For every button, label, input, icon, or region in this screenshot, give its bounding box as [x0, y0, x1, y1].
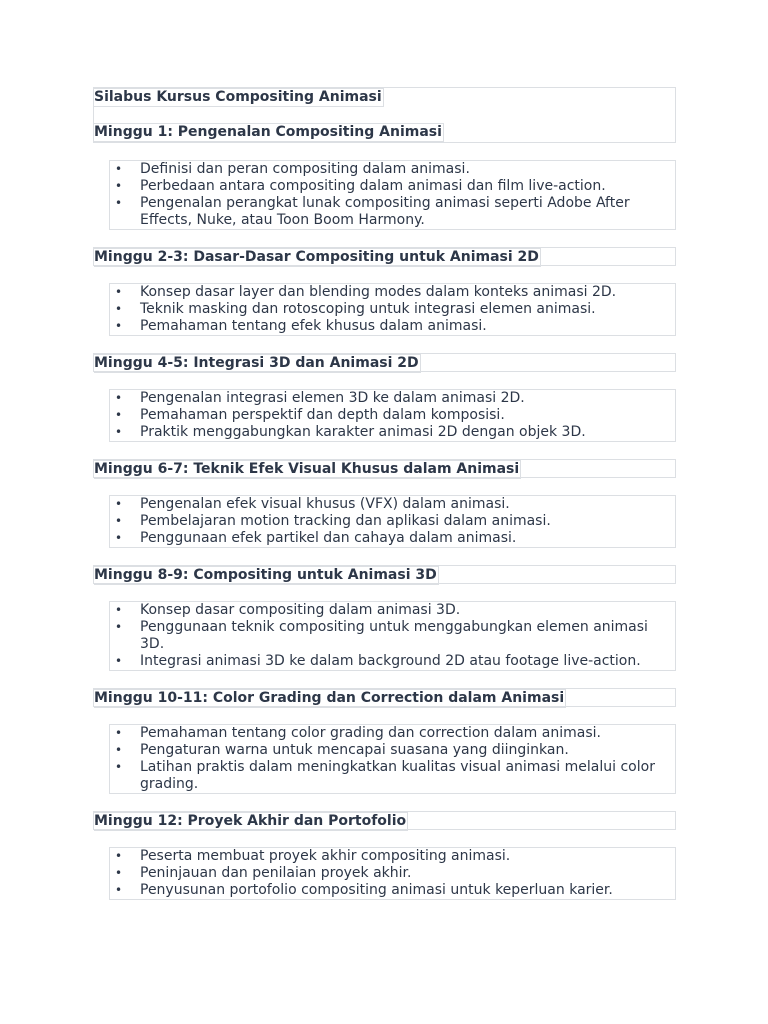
list-item: [110, 424, 675, 441]
bullet-icon: •: [115, 620, 123, 634]
list-item-text: Latihan praktis dalam meningkatkan kualitas visual animasi melalui color grading.: [140, 759, 655, 792]
list-item-text: Peserta membuat proyek akhir compositing animasi.: [140, 848, 511, 864]
list-item: [110, 602, 675, 619]
list-item-text: Pemahaman perspektif dan depth dalam komposisi.: [140, 407, 505, 423]
bullet-icon: •: [115, 866, 123, 880]
week-heading: Minggu 6-7: Teknik Efek Visual Khusus dalam Animasi: [94, 461, 520, 477]
document-header: [93, 87, 676, 143]
list-item: [110, 530, 675, 547]
week-header: [93, 688, 676, 707]
bullet-icon: •: [115, 603, 123, 617]
week-heading: Minggu 10-11: Color Grading dan Correction dalam Animasi: [94, 690, 565, 706]
week-heading: Minggu 8-9: Compositing untuk Animasi 3D: [94, 567, 437, 583]
list-item-text: Pemahaman tentang efek khusus dalam animasi.: [140, 318, 487, 334]
bullet-icon: •: [115, 883, 123, 897]
week-topics-list: [109, 495, 676, 548]
list-item: [110, 284, 675, 301]
list-item: [110, 301, 675, 318]
bullet-icon: •: [115, 408, 123, 422]
bullet-icon: •: [115, 425, 123, 439]
list-item: [110, 496, 675, 513]
week-header: [93, 247, 676, 266]
week-heading: Minggu 12: Proyek Akhir dan Portofolio: [94, 813, 407, 829]
list-item: [110, 882, 675, 899]
week-topics-list: [109, 724, 676, 794]
list-item: [110, 848, 675, 865]
list-item-text: Pemahaman tentang color grading dan correction dalam animasi.: [140, 725, 601, 741]
bullet-icon: •: [115, 654, 123, 668]
bullet-icon: •: [115, 726, 123, 740]
list-item-text: Konsep dasar compositing dalam animasi 3D.: [140, 602, 461, 618]
list-item: [110, 390, 675, 407]
list-item-text: Pengenalan efek visual khusus (VFX) dalam animasi.: [140, 496, 510, 512]
list-item: [110, 318, 675, 335]
list-item-text: Perbedaan antara compositing dalam animasi dan film live-action.: [140, 178, 606, 194]
week-header: [93, 565, 676, 584]
list-item-text: Pengenalan perangkat lunak compositing animasi seperti Adobe After Effects, Nuke, atau Toon Boom Harmony.: [140, 195, 630, 228]
bullet-icon: •: [115, 514, 123, 528]
list-item: [110, 742, 675, 759]
bullet-icon: •: [115, 285, 123, 299]
list-item-text: Konsep dasar layer dan blending modes dalam konteks animasi 2D.: [140, 284, 617, 300]
list-item-text: Praktik menggabungkan karakter animasi 2D dengan objek 3D.: [140, 424, 586, 440]
bullet-icon: •: [115, 743, 123, 757]
list-item-text: Definisi dan peran compositing dalam animasi.: [140, 161, 470, 177]
week-topics-list: [109, 601, 676, 671]
document-title: Silabus Kursus Compositing Animasi: [94, 89, 382, 105]
week-topics-list: [109, 389, 676, 442]
list-item: [110, 513, 675, 530]
list-item: [110, 725, 675, 742]
bullet-icon: •: [115, 319, 123, 333]
list-item-text: Peninjauan dan penilaian proyek akhir.: [140, 865, 412, 881]
list-item: [110, 161, 675, 178]
week-header: [93, 811, 676, 830]
bullet-icon: •: [115, 196, 123, 210]
list-item: [110, 653, 675, 670]
week-heading: Minggu 2-3: Dasar-Dasar Compositing untuk Animasi 2D: [94, 249, 539, 265]
list-item-text: Penggunaan efek partikel dan cahaya dalam animasi.: [140, 530, 517, 546]
week-header: [93, 459, 676, 478]
bullet-icon: •: [115, 162, 123, 176]
week-topics-list: [109, 160, 676, 230]
week-heading: Minggu 4-5: Integrasi 3D dan Animasi 2D: [94, 355, 419, 371]
list-item: [110, 178, 675, 195]
list-item: [110, 195, 675, 229]
list-item-text: Pengenalan integrasi elemen 3D ke dalam animasi 2D.: [140, 390, 525, 406]
list-item-text: Penggunaan teknik compositing untuk menggabungkan elemen animasi 3D.: [140, 619, 648, 652]
list-item-text: Integrasi animasi 3D ke dalam background 2D atau footage live-action.: [140, 653, 641, 669]
list-item: [110, 759, 675, 793]
week-topics-list: [109, 847, 676, 900]
bullet-icon: •: [115, 302, 123, 316]
bullet-icon: •: [115, 497, 123, 511]
list-item-text: Penyusunan portofolio compositing animasi untuk keperluan karier.: [140, 882, 613, 898]
syllabus-document: [93, 87, 676, 917]
bullet-icon: •: [115, 391, 123, 405]
list-item-text: Teknik masking dan rotoscoping untuk integrasi elemen animasi.: [140, 301, 596, 317]
bullet-icon: •: [115, 531, 123, 545]
bullet-icon: •: [115, 179, 123, 193]
list-item: [110, 619, 675, 653]
bullet-icon: •: [115, 849, 123, 863]
week-header: [93, 353, 676, 372]
list-item-text: Pengaturan warna untuk mencapai suasana yang diinginkan.: [140, 742, 569, 758]
week-heading: Minggu 1: Pengenalan Compositing Animasi: [94, 124, 442, 140]
list-item-text: Pembelajaran motion tracking dan aplikasi dalam animasi.: [140, 513, 551, 529]
list-item: [110, 865, 675, 882]
week-topics-list: [109, 283, 676, 336]
bullet-icon: •: [115, 760, 123, 774]
list-item: [110, 407, 675, 424]
